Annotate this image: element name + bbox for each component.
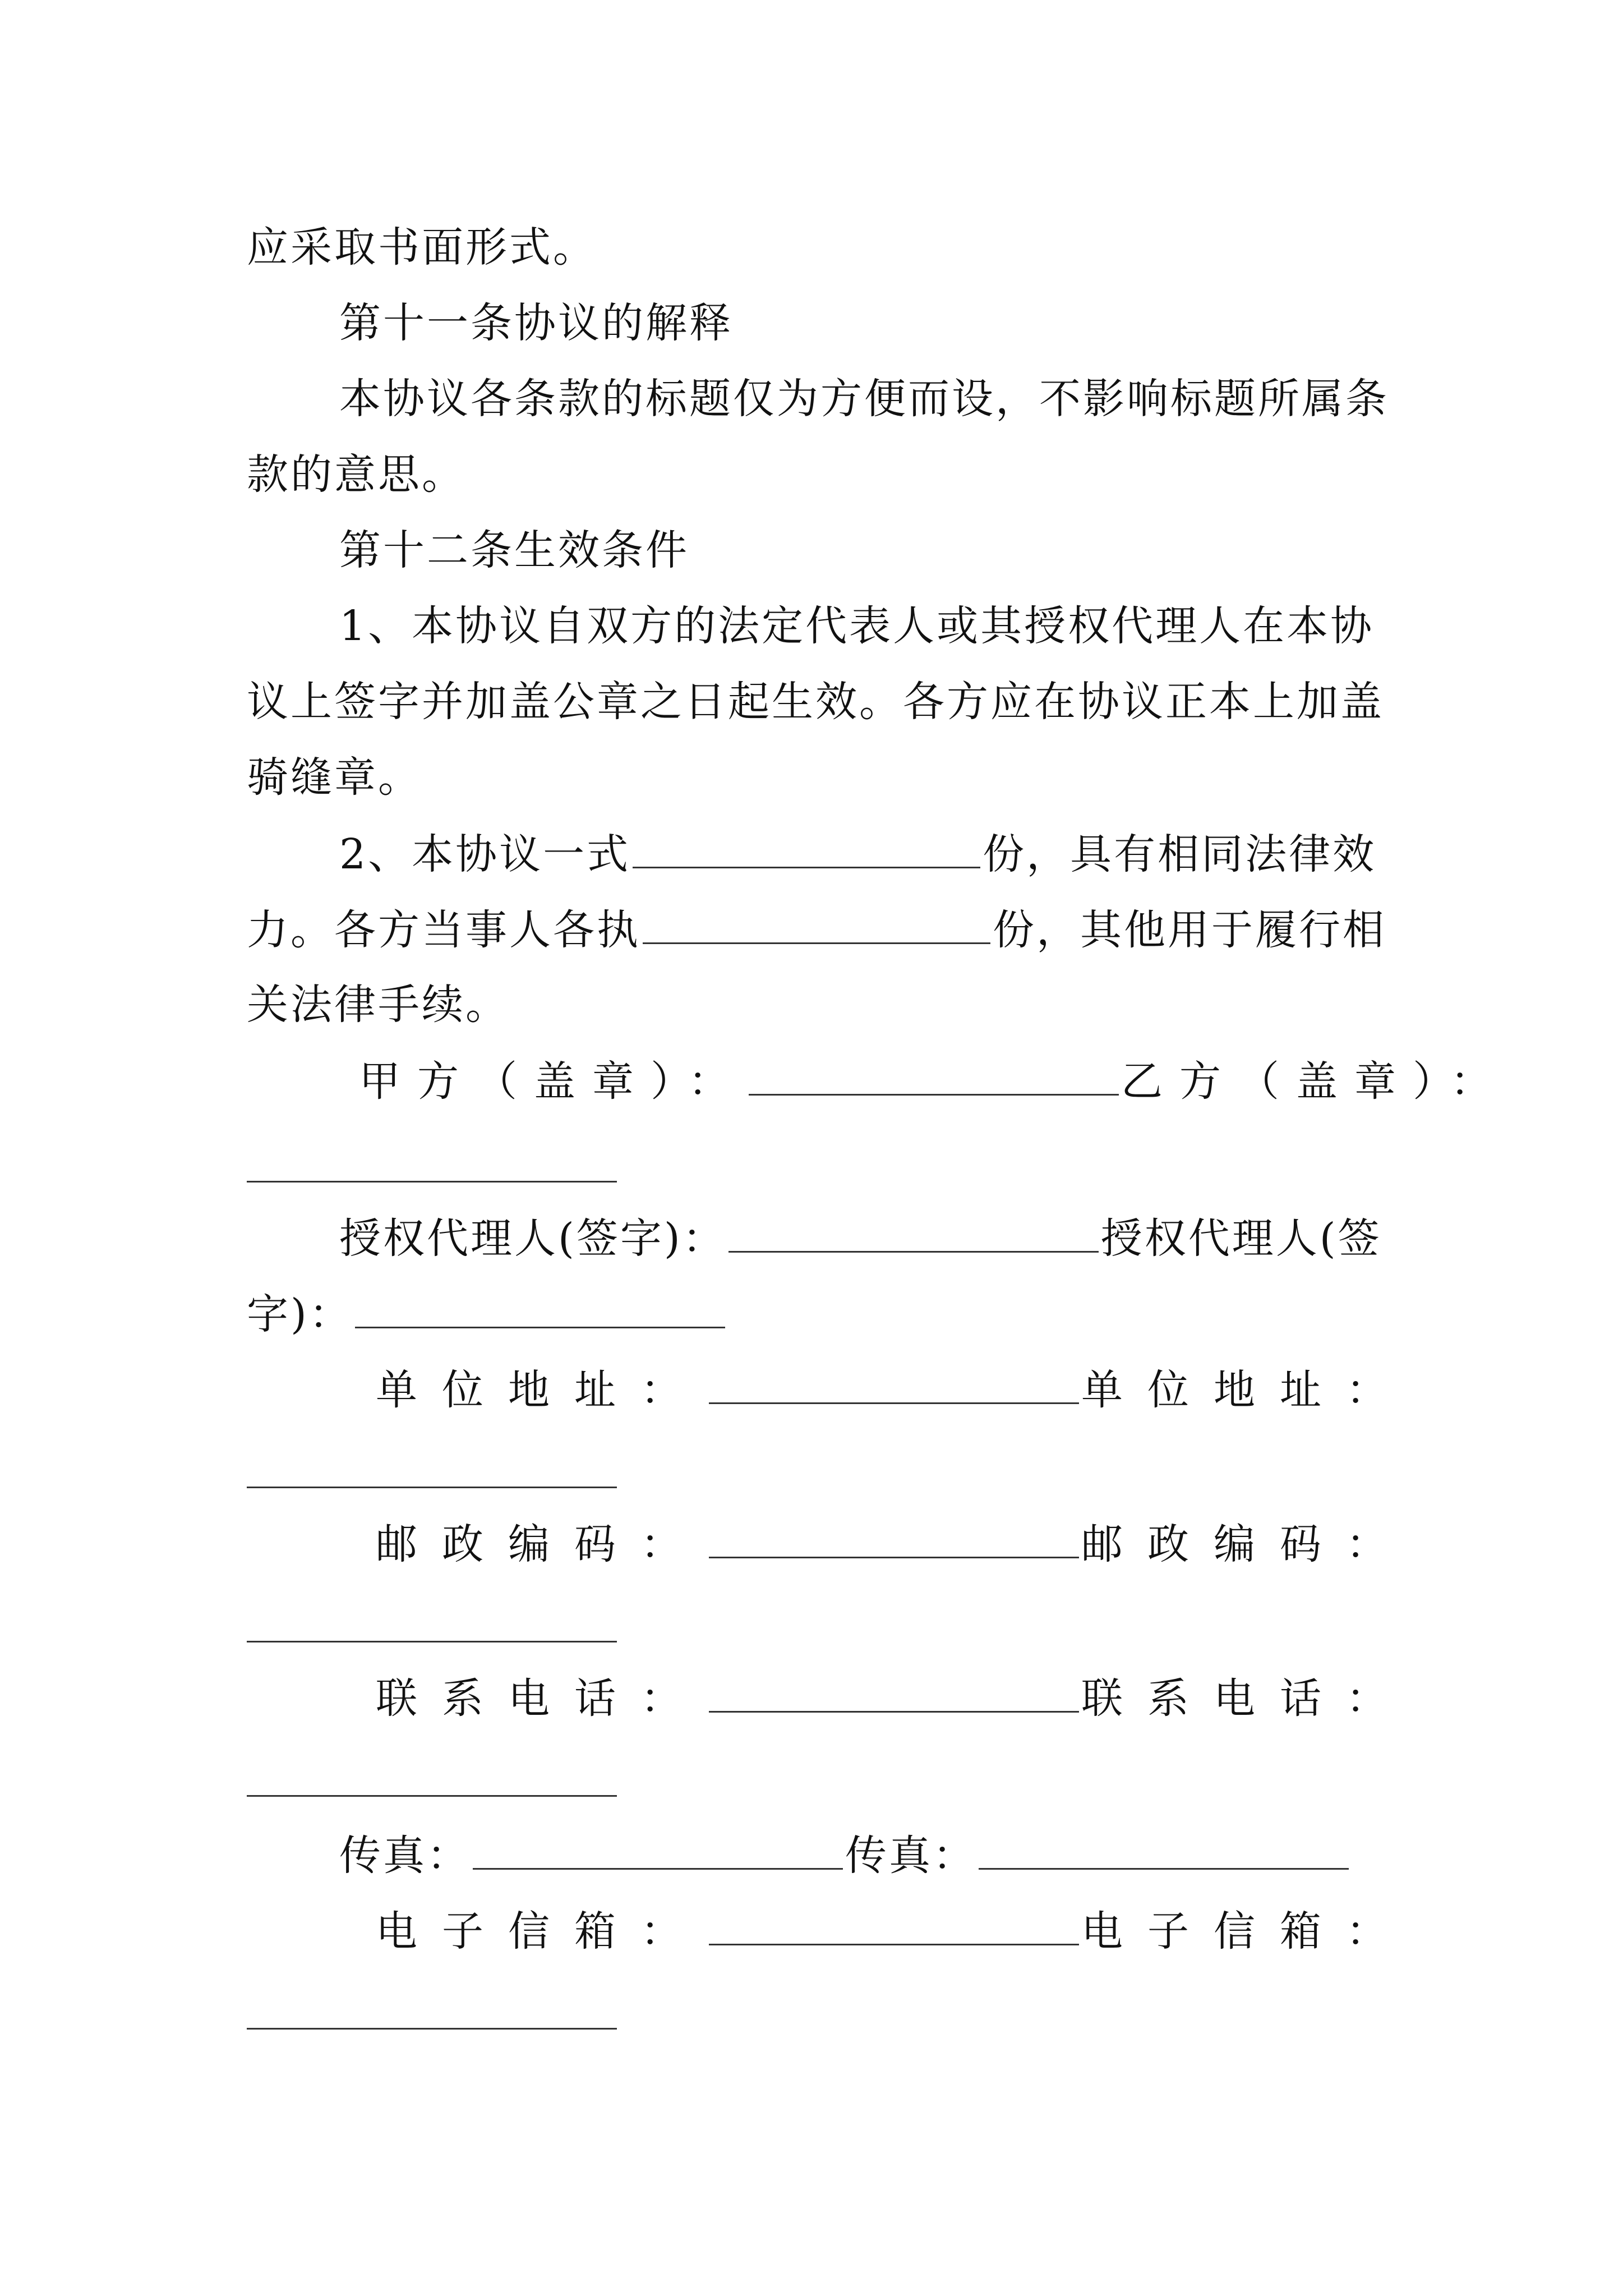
copies-total-suffix: 份，具有相同法律效 [983, 830, 1377, 878]
seal-line [359, 1055, 1509, 1106]
agent-b-label-cont: 字)： [247, 1290, 353, 1338]
copies-each-prefix: 力。各方当事人各执 [247, 906, 640, 954]
agent-b-blank [355, 1287, 725, 1328]
fax-line [339, 1829, 1385, 1880]
postcode-line [376, 1517, 1422, 1569]
clause-12-item-2-line-3: 关法律手续。 [247, 981, 509, 1029]
fax-a-label: 传真： [339, 1832, 471, 1880]
clause-12-heading: 第十二条生效条件 [339, 526, 689, 574]
copies-total-blank [633, 827, 980, 868]
address-a-label: 单位地址： [376, 1366, 707, 1414]
postcode-a-blank [709, 1517, 1079, 1558]
postcode-b-label: 邮政编码： [1081, 1520, 1412, 1568]
clause-12-item-2-line-2 [247, 903, 1385, 955]
agent-b-label: 授权代理人(签 [1100, 1214, 1382, 1263]
fax-b-label: 传真： [845, 1832, 976, 1880]
party-b-seal-blank [247, 1181, 617, 1182]
email-b-blank [247, 2028, 617, 2030]
phone-b-blank [247, 1795, 617, 1797]
email-a-blank [709, 1904, 1079, 1945]
address-b-blank [247, 1487, 617, 1488]
copies-each-suffix: 份，其他用于履行相 [993, 906, 1386, 954]
copies-each-blank [643, 903, 990, 944]
phone-a-blank [709, 1672, 1079, 1713]
agent-a-blank [728, 1212, 1099, 1253]
phone-line [376, 1672, 1422, 1723]
postcode-b-blank [247, 1641, 617, 1642]
email-b-label: 电子信箱： [1081, 1907, 1412, 1955]
phone-b-label: 联系电话： [1081, 1674, 1412, 1723]
clause-11-text-line-2: 款的意思。 [247, 450, 465, 499]
clause-11-text-line-1: 本协议各条款的标题仅为方便而设，不影响标题所属条 [339, 375, 1389, 423]
agent-line [339, 1212, 1385, 1263]
agent-line-cont [247, 1287, 1385, 1339]
party-a-seal-label: 甲方（盖章）： [359, 1057, 746, 1106]
address-b-label: 单位地址： [1081, 1366, 1412, 1414]
party-b-seal-label: 乙方（盖章）： [1121, 1057, 1509, 1106]
email-a-label: 电子信箱： [376, 1907, 707, 1955]
phone-a-label: 联系电话： [376, 1674, 707, 1723]
body-line-1: 应采取书面形式。 [247, 223, 597, 272]
clause-12-item-1-line-3: 骑缝章。 [247, 753, 422, 802]
agent-a-label: 授权代理人(签字)： [339, 1214, 726, 1263]
clause-11-heading: 第十一条协议的解释 [339, 299, 733, 347]
clause-12-item-2-line-1 [339, 827, 1385, 879]
fax-b-blank [979, 1829, 1349, 1870]
fax-a-blank [473, 1829, 843, 1870]
clause-12-item-1-line-1: 1、本协议自双方的法定代表人或其授权代理人在本协 [339, 602, 1375, 650]
party-a-seal-blank [749, 1055, 1119, 1096]
address-line [376, 1363, 1422, 1415]
address-a-blank [709, 1363, 1079, 1404]
clause-12-item-1-line-2: 议上签字并加盖公章之日起生效。各方应在协议正本上加盖 [247, 678, 1384, 726]
postcode-a-label: 邮政编码： [376, 1520, 707, 1568]
email-line [376, 1904, 1422, 1956]
copies-total-prefix: 2、本协议一式 [339, 830, 631, 878]
